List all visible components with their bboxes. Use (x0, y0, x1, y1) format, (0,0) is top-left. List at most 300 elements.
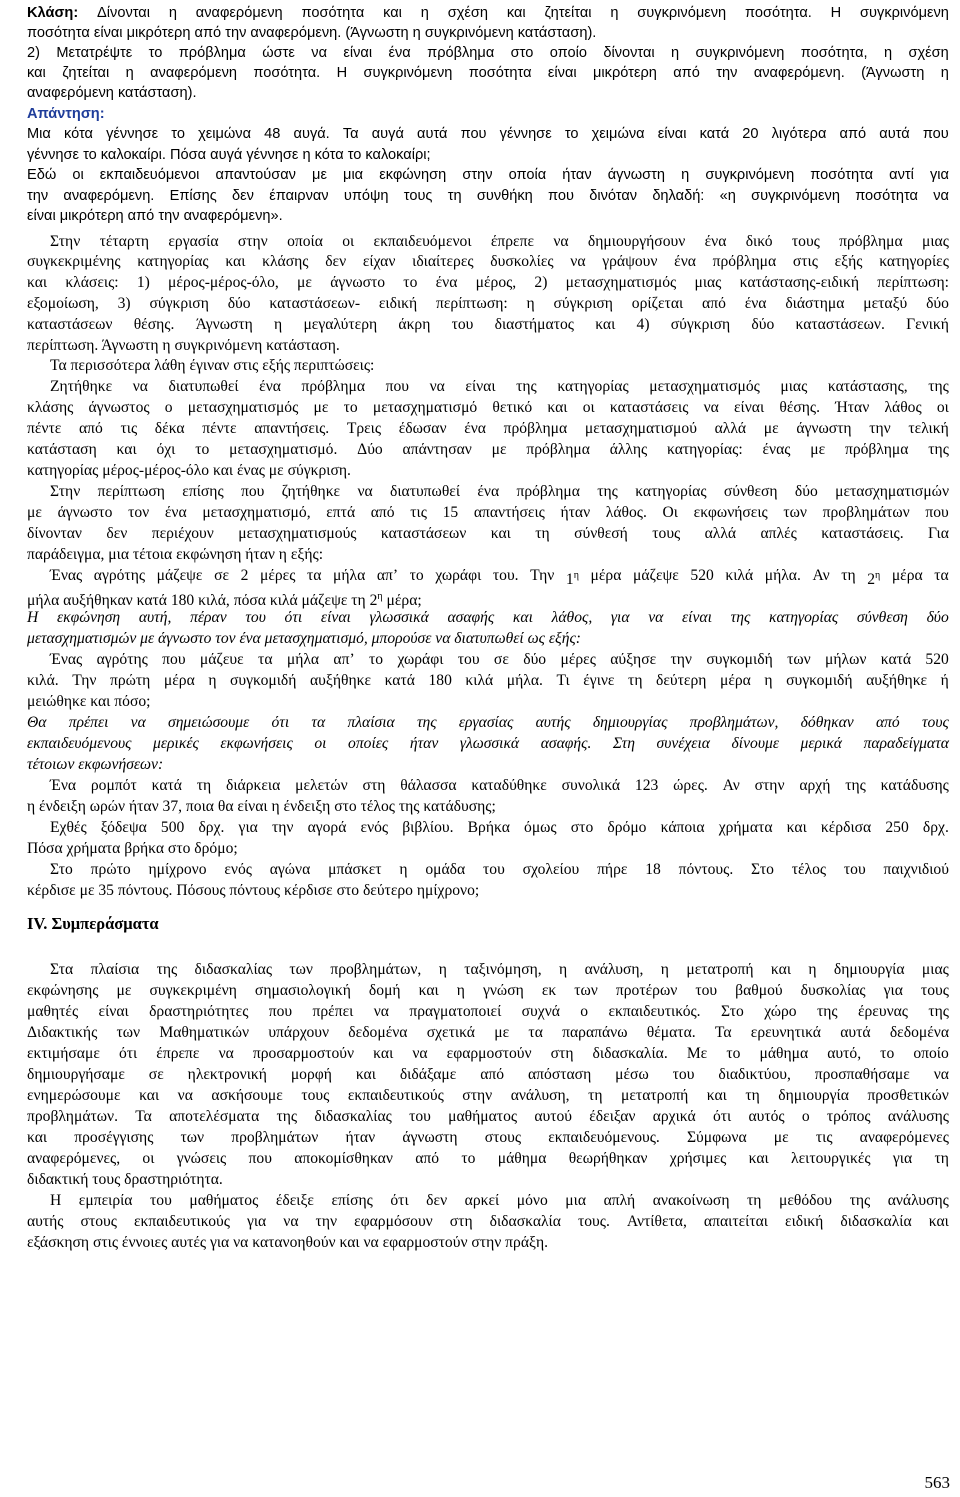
text-run: συνέχεια (656, 735, 710, 752)
text-run: μήλα. (764, 567, 801, 584)
word (224, 860, 252, 882)
text-run: θάλασσα (400, 777, 457, 794)
text-run: ζητείται (544, 5, 592, 21)
text-run: αναφερόμενες (859, 1129, 949, 1146)
text-run: ερευνητικά (750, 1024, 821, 1041)
word (845, 440, 909, 462)
word (238, 232, 268, 254)
text-run: των (180, 1129, 205, 1146)
text-run: κλάσης (27, 399, 74, 416)
text-run: δίνουμε (731, 735, 779, 752)
word (588, 1086, 602, 1108)
text-run: όχι (156, 441, 176, 458)
word (700, 125, 730, 147)
text-run: η (883, 45, 893, 61)
text-run: καταστάσεων (27, 316, 113, 333)
text-run: μαθήματος (448, 1108, 518, 1125)
word (801, 44, 868, 66)
text-run: κιλά (725, 567, 754, 584)
text-run: τα (934, 567, 949, 584)
text-run: διατυπωθεί (168, 378, 239, 395)
word (734, 398, 764, 420)
text-run: διδάξαμε (399, 1066, 457, 1083)
word (695, 981, 717, 1003)
word (148, 860, 206, 882)
text-run: Κλάση: (27, 5, 79, 21)
text-run: 1) (136, 274, 150, 291)
text-run: δημιουργήσαμε (27, 1066, 125, 1083)
word (593, 64, 657, 86)
text-line (27, 125, 949, 147)
text-run: ότι (118, 1045, 138, 1062)
word (746, 232, 773, 254)
text-run: να (283, 1213, 299, 1230)
text-run: να (933, 1066, 949, 1083)
text-run: μήλα. (506, 672, 543, 689)
text-run: μάθημα (759, 1045, 809, 1062)
word (547, 398, 567, 420)
text-run: μετασχηματισμός (565, 274, 677, 291)
word (742, 125, 758, 147)
word (383, 4, 402, 26)
text-run: γράψουν (602, 253, 658, 270)
text-run: και (27, 1129, 48, 1146)
text-run: η (671, 45, 680, 61)
text-run: από (415, 1150, 440, 1167)
word (465, 671, 493, 693)
word (635, 776, 658, 798)
text-line (27, 692, 151, 714)
word (303, 315, 377, 337)
word (524, 818, 557, 840)
text-line (27, 24, 596, 46)
text-run: καταστάσεων (380, 525, 467, 542)
word (637, 315, 650, 337)
text-run: μέρος-μέρος-όλο, (168, 274, 279, 291)
text-run: ένα (704, 233, 727, 250)
word (839, 232, 903, 254)
text-run: χωράφι (435, 567, 482, 584)
text-run: Δίνονται (97, 5, 150, 21)
word (354, 1212, 433, 1234)
text-run: γνώσεις (176, 1150, 227, 1167)
word (696, 44, 785, 66)
word (119, 1044, 137, 1066)
word (799, 776, 830, 798)
word (926, 294, 949, 316)
word (793, 252, 818, 274)
text-run: Οι (662, 504, 678, 521)
text-run: ή (940, 672, 949, 689)
word (679, 860, 734, 882)
word (450, 1212, 473, 1234)
word (448, 4, 488, 26)
word (528, 1023, 542, 1045)
text-run: κατηγορίας (768, 609, 839, 626)
word (402, 1128, 457, 1150)
word (379, 166, 446, 188)
text-run: μέρος, (475, 274, 517, 291)
word (928, 524, 949, 546)
text-run: με (27, 504, 42, 521)
text-run: δίνονταν (27, 525, 82, 542)
text-run: στην (462, 1087, 493, 1104)
text-run: ειδική (785, 1213, 824, 1230)
word (480, 1065, 504, 1087)
text-run: και (512, 609, 533, 626)
word (889, 166, 914, 188)
word (50, 566, 82, 588)
word (500, 125, 552, 147)
text-line (27, 461, 351, 483)
word (310, 671, 371, 693)
text-run: της (416, 714, 437, 731)
text-run: τις (815, 1129, 833, 1146)
word (471, 776, 546, 798)
word (168, 273, 279, 295)
text-run: τη (747, 1192, 762, 1209)
text-run: το (369, 651, 384, 668)
word (50, 960, 73, 982)
text-run: Ένας (50, 651, 83, 668)
word (404, 187, 433, 209)
text-run: που (548, 188, 574, 204)
word (208, 671, 216, 693)
word (436, 273, 458, 295)
word (128, 503, 149, 525)
word (373, 1044, 393, 1066)
word (342, 232, 354, 254)
text-run: λειτουργικές (791, 1150, 871, 1167)
text-run: 250 (885, 819, 909, 836)
text-run: η (208, 672, 217, 689)
word (379, 294, 417, 316)
word (131, 713, 146, 735)
word (333, 566, 365, 588)
text-run: οποίες (348, 735, 389, 752)
text-run: μήλα (333, 567, 366, 584)
word (835, 398, 869, 420)
text-run: μέρα (163, 672, 195, 689)
text-line (27, 419, 949, 441)
text-run: εκπαιδευόμενοι (99, 167, 200, 183)
text-run: 123 (634, 777, 659, 794)
text-run: δρχ. (922, 819, 949, 836)
word (400, 1065, 457, 1087)
text-run: στην (237, 233, 268, 250)
word (941, 64, 949, 86)
word (97, 4, 150, 26)
word (616, 981, 677, 1003)
text-run: απαντήσεις. (254, 420, 330, 437)
text-run: επτά (326, 504, 356, 521)
text-run: εξομοίωση, (27, 295, 99, 312)
text-run: αναφερόμενη (195, 5, 283, 21)
word (152, 776, 182, 798)
text-run: η (438, 961, 447, 978)
text-run: αυτή, (138, 609, 172, 626)
text-run: εφαρμόσουν (354, 1213, 433, 1230)
text-run: είναι (320, 609, 351, 626)
text-run: η (125, 65, 134, 81)
text-run: να (553, 233, 569, 250)
text-run: του (672, 1066, 695, 1083)
text-run: εμπειρία (78, 1192, 133, 1209)
text-line (27, 1212, 949, 1234)
word (801, 981, 866, 1003)
word (648, 608, 663, 630)
text-run: τους (791, 233, 820, 250)
text-run: εκ (541, 982, 557, 999)
text-run: πρώτο (90, 861, 131, 878)
word (657, 734, 710, 756)
text-run: μετασχηματισμών με άγνωστο τον ένα μετασχηματισμό, μπορούσε να διατυπωθεί ως εξής: (27, 630, 581, 647)
word (754, 64, 845, 86)
text-run: είναι (547, 65, 577, 81)
word (245, 608, 266, 630)
text-run: βαθμού (735, 982, 783, 999)
text-run: μετασχηματισμού (584, 420, 697, 437)
text-run: με (297, 274, 312, 291)
word (343, 166, 363, 188)
text-run: μιας (780, 378, 808, 395)
text-run: κατηγορίες (879, 253, 949, 270)
text-line (27, 1023, 949, 1045)
word (761, 524, 797, 546)
text-run: με (491, 441, 507, 458)
text-run: και (928, 1213, 949, 1230)
text-run: η (399, 861, 408, 878)
word (56, 44, 132, 66)
word (326, 503, 355, 525)
word (923, 818, 949, 840)
word (934, 566, 948, 588)
word (241, 566, 249, 588)
word (402, 818, 453, 840)
text-run: του (843, 861, 866, 878)
text-run: κλάσης (262, 253, 309, 270)
word (374, 1002, 389, 1024)
word (27, 4, 78, 26)
text-run: τα (311, 714, 326, 731)
text-run: ασαφής (447, 609, 495, 626)
word (867, 1086, 948, 1108)
text-run: δύο (926, 609, 949, 626)
word (58, 503, 113, 525)
text-run: έδωσαν (398, 420, 447, 437)
text-run: μέσω (615, 1066, 649, 1083)
text-run: μέρα (590, 567, 622, 584)
word (723, 776, 740, 798)
word (302, 4, 365, 26)
word (461, 125, 487, 147)
text-run: ένα (164, 504, 187, 521)
word (134, 1212, 230, 1234)
text-line (27, 252, 949, 274)
word (169, 4, 177, 26)
word (162, 650, 185, 672)
word (808, 960, 816, 982)
text-run: πρόβλημα (526, 441, 590, 458)
text-run: ποσότητα είναι μικρότερη από την αναφερόμενη. (Άγνωστη η συγκρινόμενη κατάσταση). (27, 25, 597, 41)
word (544, 4, 591, 26)
text-run: μειώθηκε και πόσο; (27, 693, 151, 710)
text-run: της (516, 378, 537, 395)
text-run: ανάλυσης (887, 1192, 949, 1209)
word (492, 440, 507, 462)
word (311, 713, 325, 735)
text-run: ο (164, 399, 173, 416)
word (476, 273, 517, 295)
text-run: μετασχηματισμός (187, 399, 299, 416)
text-run: να (412, 1045, 428, 1062)
text-run: εκπαιδευόμενοι (373, 233, 472, 250)
text-run: για (929, 167, 949, 183)
word (557, 377, 628, 399)
word (91, 776, 137, 798)
word (726, 1044, 740, 1066)
text-run: της (597, 483, 618, 500)
text-run: κατά (699, 126, 730, 142)
text-run: που (922, 126, 949, 142)
text-line (50, 232, 949, 254)
word (348, 1023, 407, 1045)
word (397, 650, 443, 672)
word (277, 1107, 298, 1129)
text-run: στην (462, 167, 493, 183)
text-run: το (195, 441, 210, 458)
text-run: μιας (694, 274, 722, 291)
text-run: και (595, 316, 616, 333)
text-run: σε (214, 567, 230, 584)
text-run: άγνωστη (607, 167, 666, 183)
text-run: έρευνας (857, 1003, 908, 1020)
word (922, 960, 949, 982)
text-run: με (810, 441, 826, 458)
word (421, 4, 429, 26)
word (925, 503, 948, 525)
word (255, 981, 351, 1003)
text-run: των (787, 651, 811, 668)
word (583, 398, 595, 420)
text-run: μορφή (290, 1066, 332, 1083)
text-run: εκφωνήσεις (693, 504, 768, 521)
word (155, 419, 185, 441)
text-run: δηλαδή: (652, 188, 705, 204)
text-run: τέλος (791, 861, 827, 878)
text-run: δίνονται (603, 45, 655, 61)
text-run: της (730, 609, 751, 626)
text-run: σύνθεση (856, 609, 908, 626)
word (513, 608, 533, 630)
word (374, 232, 472, 254)
text-run: αγορά (307, 819, 347, 836)
text-line (50, 860, 949, 882)
text-run: με (763, 420, 779, 437)
text-run: ειδική (378, 295, 418, 312)
text-run: προβλημάτων, (330, 961, 422, 978)
word (156, 440, 175, 462)
word (694, 503, 768, 525)
word (694, 273, 721, 295)
word (211, 1086, 282, 1108)
text-run: δημιουργίας (592, 714, 668, 731)
text-run: Την (72, 672, 97, 689)
word (27, 398, 73, 420)
word (461, 1149, 475, 1171)
text-run: καταστάσεις. (821, 525, 904, 542)
text-run: τα (258, 651, 273, 668)
text-run: γλωσσικά (369, 609, 429, 626)
text-run: μέρα (719, 672, 751, 689)
text-run: και (706, 1087, 727, 1104)
word (328, 860, 381, 882)
word (715, 419, 746, 441)
text-run: κότα (63, 126, 93, 142)
text-run: εκφώνηση (379, 167, 447, 183)
word (929, 1212, 949, 1234)
text-run: σχέση (447, 5, 488, 21)
text-line (50, 482, 949, 504)
text-run: Για (928, 525, 949, 542)
word (254, 419, 329, 441)
word (933, 187, 949, 209)
word (159, 1023, 249, 1045)
word (474, 503, 545, 525)
word (923, 125, 949, 147)
text-run: διδασκαλίας (314, 1108, 392, 1125)
text-run: αποτελέσματα (169, 1108, 260, 1125)
text-run: διδακτική τους δραστηριότητα. (27, 1171, 223, 1188)
text-line (27, 64, 949, 86)
text-run: έδειξαν (589, 1108, 636, 1125)
word (164, 671, 195, 693)
text-run: πρώτη (109, 672, 151, 689)
text-run: οι (342, 233, 355, 250)
word (867, 566, 880, 588)
word (855, 187, 918, 209)
word (490, 252, 553, 274)
text-run: οποία (287, 233, 323, 250)
text-run: 20 (742, 126, 759, 142)
text-run: Γενική (906, 316, 949, 333)
word (928, 1002, 949, 1024)
text-run: προτέρων (615, 982, 678, 999)
text-run: κάποια (660, 819, 705, 836)
word (50, 482, 80, 504)
text-run: ένα (259, 378, 281, 395)
text-run: την (716, 65, 738, 81)
text-run: αυτής (27, 1213, 64, 1230)
word (674, 252, 696, 274)
text-run: οι (936, 399, 949, 416)
text-line (27, 981, 949, 1003)
text-run: ποσότητα (855, 188, 918, 204)
word (589, 187, 637, 209)
word (578, 1212, 610, 1234)
text-run: Ζητήθηκε (50, 378, 113, 395)
text-run: περιέχουν (151, 525, 214, 542)
text-run: Τα (714, 1024, 732, 1041)
text-run: για (892, 1150, 913, 1167)
text-run: ανακοίνωση (652, 1192, 730, 1209)
text-line (50, 566, 949, 588)
word (702, 294, 726, 316)
text-run: προσέγγισης (74, 1129, 154, 1146)
word (417, 125, 447, 147)
text-run: και (490, 525, 511, 542)
word (295, 776, 348, 798)
